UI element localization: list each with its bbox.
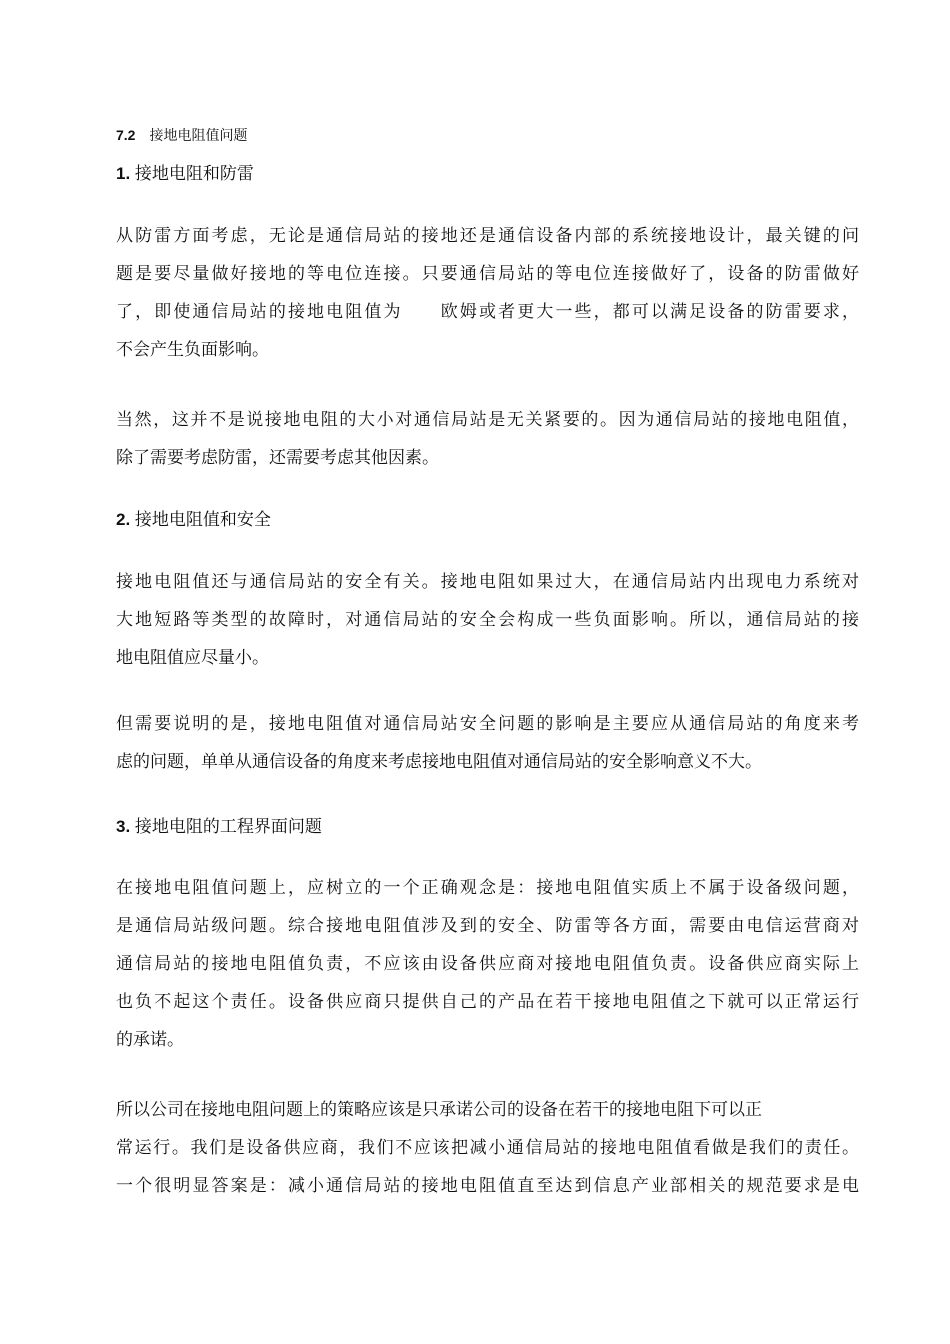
subsection-title: 接地电阻值和安全 — [134, 510, 271, 529]
text-line: 通信局站的接地电阻值负责，不应该由设备供应商对接地电阻值负责。设备供应商实际上 — [116, 954, 859, 974]
text-line: 虑的问题，单单从通信设备的角度来考虑接地电阻值对通信局站的安全影响意义不大。 — [116, 752, 762, 772]
text-line: 一个很明显答案是：减小通信局站的接地电阻值直至达到信息产业部相关的规范要求是电 — [116, 1176, 859, 1196]
subsection-number: 3. — [116, 817, 131, 836]
text-line: 所以公司在接地电阻问题上的策略应该是只承诺公司的设备在若干的接地电阻下可以正 — [116, 1100, 762, 1120]
subsection-heading-1 — [116, 163, 254, 185]
subsection-number: 1. — [116, 164, 131, 183]
section-number: 7.2 — [116, 127, 136, 143]
section-heading — [116, 126, 247, 144]
text-line: 除了需要考虑防雷，还需要考虑其他因素。 — [116, 448, 439, 468]
text-line: 常运行。我们是设备供应商，我们不应该把减小通信局站的接地电阻值看做是我们的责任。 — [116, 1138, 859, 1158]
text-line: 是通信局站级问题。综合接地电阻值涉及到的安全、防雷等各方面，需要由电信运营商对 — [116, 916, 859, 936]
text-line: 题是要尽量做好接地的等电位连接。只要通信局站的等电位连接做好了，设备的防雷做好 — [116, 264, 859, 284]
text-line: 不会产生负面影响。 — [116, 340, 269, 360]
subsection-title: 接地电阻的工程界面问题 — [134, 817, 322, 836]
text-line: 在接地电阻值问题上，应树立的一个正确观念是：接地电阻值实质上不属于设备级问题， — [116, 878, 859, 898]
section-title: 接地电阻值问题 — [149, 127, 248, 143]
subsection-number: 2. — [116, 510, 131, 529]
text-line: 大地短路等类型的故障时，对通信局站的安全会构成一些负面影响。所以，通信局站的接 — [116, 610, 859, 630]
subsection-heading-2 — [116, 509, 271, 531]
text-line: 地电阻值应尽量小。 — [116, 648, 269, 668]
text-line: 了，即使通信局站的接地电阻值为 欧姆或者更大一些，都可以满足设备的防雷要求， — [116, 302, 859, 322]
subsection-heading-3 — [116, 816, 322, 838]
text-line: 当然，这并不是说接地电阻的大小对通信局站是无关紧要的。因为通信局站的接地电阻值， — [116, 410, 859, 430]
subsection-title: 接地电阻和防雷 — [134, 164, 254, 183]
text-line: 接地电阻值还与通信局站的安全有关。接地电阻如果过大，在通信局站内出现电力系统对 — [116, 572, 859, 592]
text-line: 的承诺。 — [116, 1030, 184, 1050]
text-line: 也负不起这个责任。设备供应商只提供自己的产品在若干接地电阻值之下就可以正常运行 — [116, 992, 859, 1012]
text-line: 从防雷方面考虑，无论是通信局站的接地还是通信设备内部的系统接地设计，最关键的问 — [116, 226, 859, 246]
text-line: 但需要说明的是，接地电阻值对通信局站安全问题的影响是主要应从通信局站的角度来考 — [116, 714, 859, 734]
